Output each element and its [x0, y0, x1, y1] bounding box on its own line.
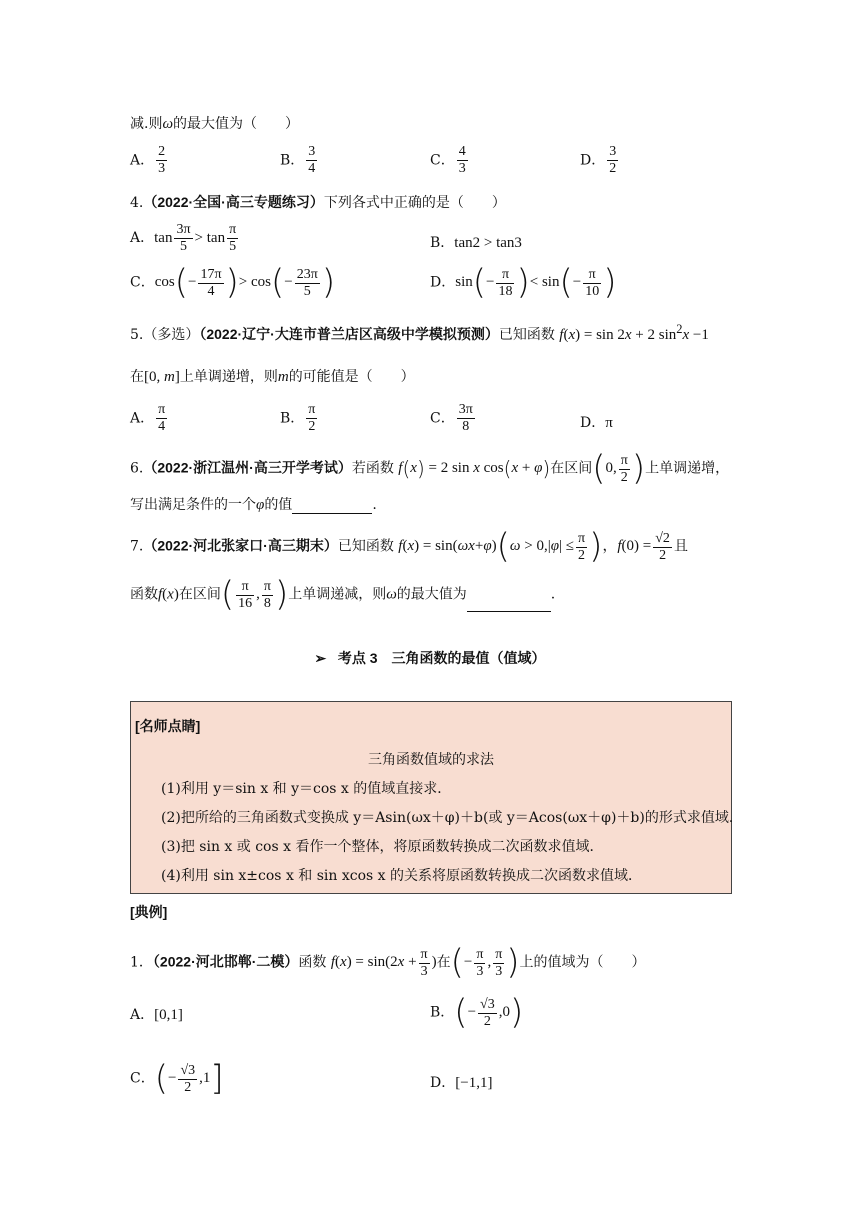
- fraction: [306, 144, 317, 177]
- answer-blank[interactable]: [292, 499, 372, 514]
- q4-option-b[interactable]: [430, 232, 522, 252]
- section-title: 考点 3 三角函数的最值（值域）: [337, 650, 546, 666]
- math-expression: (− $\frac{\pi}{3}$ , $\frac{\pi}{3}$ ): [450, 943, 520, 983]
- fraction: [156, 144, 167, 177]
- question-text: 上单调递增，: [645, 460, 730, 477]
- question-number: 6.: [130, 460, 144, 477]
- question-text: 在区间: [178, 586, 221, 603]
- math-expression: f(x) = 2 sin x cos(x + φ): [398, 457, 551, 481]
- option-label: A．: [130, 410, 155, 427]
- fraction: [156, 402, 167, 435]
- option-label: D．: [580, 415, 606, 431]
- question-source: （2022·浙江温州·高三开学考试）: [143, 459, 352, 476]
- option-label: C．: [130, 274, 155, 291]
- option-label: B．: [280, 152, 305, 169]
- tip-title: 三角函数值域的求法: [368, 752, 494, 768]
- question-tag: （多选）: [143, 327, 200, 343]
- q5-option-a[interactable]: [130, 402, 169, 435]
- question-number: 7.: [130, 538, 144, 555]
- q4-stem: [130, 192, 506, 212]
- fraction: [457, 144, 468, 177]
- q3-option-c[interactable]: [430, 144, 470, 177]
- math-expression: tan2 > tan3: [454, 235, 522, 251]
- math-expression: (− $\frac{√3}{2}$ ,0): [454, 993, 524, 1033]
- ex1-option-d[interactable]: [430, 1072, 492, 1092]
- q3-tail: [130, 113, 299, 133]
- math-expression: sin(− $\frac{\pi}{18}$ )< sin(− $\frac{\pi}{10}$ ): [455, 263, 617, 303]
- ex1-option-b[interactable]: [430, 993, 524, 1033]
- q3-tail-text: 减.则: [130, 116, 163, 132]
- option-label: C．: [430, 152, 455, 169]
- math-expression: (0, $\frac{\pi}{2}$ ): [592, 449, 646, 489]
- question-text: 的值: [264, 497, 293, 513]
- option-label: A．: [130, 229, 155, 246]
- math-expression: tan $\frac{3\pi}{5}$ > tan $\frac{\pi}{5}$: [154, 222, 237, 254]
- example-label: [典例]: [130, 904, 168, 920]
- ex1-option-a[interactable]: [130, 1004, 183, 1024]
- variable: m: [277, 369, 289, 385]
- question-source: （2022·全国·高三专题练习）: [143, 194, 324, 210]
- math-expression: π: [605, 415, 613, 431]
- math-expression: [0,1]: [154, 1007, 183, 1023]
- q3-tail-text2: 的最大值为（ ）: [173, 116, 300, 132]
- option-label: C．: [430, 410, 455, 427]
- q7-line2: [130, 575, 556, 615]
- q3-option-a[interactable]: [130, 144, 169, 177]
- question-source: （2022·辽宁·大连市普兰店区高级中学模拟预测）: [199, 326, 499, 342]
- math-expression: f(x): [158, 586, 179, 603]
- numerator: 3: [609, 144, 617, 159]
- q4-option-c[interactable]: [130, 263, 336, 303]
- numerator: 3π: [458, 402, 473, 417]
- question-number: 5.: [130, 327, 144, 343]
- option-label: A．: [130, 1007, 155, 1023]
- numerator: 3: [308, 144, 316, 159]
- question-text: 已知函数: [498, 327, 555, 343]
- denominator: 3: [458, 161, 466, 176]
- variable: ω: [386, 586, 397, 603]
- numerator: 4: [458, 144, 466, 159]
- option-label: C．: [130, 1070, 155, 1087]
- option-label: B．: [430, 235, 455, 251]
- section-heading: [0, 648, 860, 668]
- question-source: （2022·河北邯郸·二模）: [152, 953, 299, 970]
- question-number: 1．: [130, 954, 153, 971]
- q6-line2: [130, 494, 377, 514]
- q7-stem: [130, 527, 688, 567]
- math-expression: f(x) = sin(ωx+φ)(ω > 0,|φ| ≤ $\frac{\pi}{2}$ )，f(0) = $\frac{√2}{2}$: [398, 527, 670, 567]
- q5-option-d[interactable]: [580, 412, 613, 432]
- math-expression: f(x) = sin 2x + 2 $\sin^2x -1$: [559, 322, 709, 343]
- option-label: B．: [280, 410, 305, 427]
- option-label: D．: [430, 274, 456, 291]
- question-text: 已知函数: [337, 538, 394, 555]
- question-text: 在区间: [550, 460, 593, 477]
- question-text: 在: [130, 369, 144, 385]
- punctuation: .: [372, 497, 377, 513]
- q5-stem: [130, 322, 709, 344]
- q3-option-d[interactable]: [580, 144, 620, 177]
- fraction: [607, 144, 618, 177]
- bullet-icon: ➢: [314, 650, 327, 666]
- variable: φ: [256, 497, 265, 513]
- question-text: 若函数: [351, 460, 394, 477]
- question-text: 上的值域为（ ）: [519, 954, 646, 971]
- denominator: 2: [308, 419, 316, 434]
- option-label: D．: [580, 152, 606, 169]
- numerator: π: [308, 402, 316, 417]
- q5-stem-line2: [130, 366, 415, 386]
- numerator: π: [158, 402, 166, 417]
- question-text: 的可能值是（ ）: [288, 369, 415, 385]
- question-number: 4.: [130, 195, 144, 211]
- fraction: [306, 402, 317, 435]
- question-text: 且: [673, 538, 688, 555]
- option-label: A．: [130, 152, 155, 169]
- math-expression: f(x) = sin(2x + $\frac{\pi}{3}$ ): [330, 946, 437, 979]
- q4-option-a[interactable]: [130, 222, 240, 255]
- q3-option-b[interactable]: [280, 144, 319, 177]
- tip-item: (4)利用 sin x±cos x 和 sin xcos x 的关系将原函数转换成二次函数求值域．: [161, 868, 643, 884]
- question-text: 写出满足条件的一个: [130, 497, 256, 513]
- q4-option-d[interactable]: [430, 263, 617, 303]
- math-expression: (− $\frac{√3}{2}$ ,1]: [154, 1059, 224, 1099]
- question-source: （2022·河北张家口·高三期末）: [143, 537, 338, 554]
- tip-item: (3)把 sin x 或 cos x 看作一个整体，将原函数转换成二次函数求值域．: [161, 839, 604, 855]
- math-expression: ( $\frac{\pi}{16}$ , $\frac{\pi}{8}$ ): [220, 575, 289, 615]
- q3-var: ω: [162, 116, 174, 132]
- tip-label: [名师点睛]: [135, 718, 201, 734]
- answer-blank[interactable]: [467, 597, 551, 612]
- question-text: 的最大值为: [396, 586, 467, 603]
- math-expression: [−1,1]: [455, 1075, 493, 1091]
- ex1-stem: [130, 943, 646, 983]
- tip-item: (2)把所给的三角函数式变换成 y＝Asin(ωx＋φ)＋b(或 y＝Acos(ωx＋φ)＋b)的形式求值域．: [161, 810, 743, 826]
- question-text: 下列各式中正确的是（ ）: [323, 195, 506, 211]
- q6-stem: [130, 449, 730, 489]
- tip-box: [130, 701, 743, 894]
- numerator: 2: [158, 144, 166, 159]
- math-expression: cos(− $\frac{17\pi}{4}$ )> cos(− $\frac{23\pi}{5}$ ): [154, 263, 336, 303]
- tip-item: (1)利用 y＝sin x 和 y＝cos x 的值域直接求．: [161, 781, 452, 797]
- denominator: 4: [158, 419, 166, 434]
- question-text: 上单调递减，则: [288, 586, 387, 603]
- q5-option-c[interactable]: [430, 402, 477, 435]
- q5-option-b[interactable]: [280, 402, 319, 435]
- denominator: 3: [158, 161, 166, 176]
- option-label: D．: [430, 1075, 456, 1091]
- denominator: 8: [462, 419, 470, 434]
- ex1-option-c[interactable]: [130, 1059, 224, 1099]
- question-text: 在: [436, 954, 451, 971]
- question-text: 函数: [130, 586, 158, 603]
- denominator: 4: [308, 161, 316, 176]
- fraction: [457, 402, 475, 435]
- denominator: 2: [609, 161, 617, 176]
- punctuation: .: [550, 586, 556, 603]
- question-text: 上单调递增，则: [179, 369, 278, 385]
- math-expression: [0, m]: [144, 369, 180, 385]
- question-text: 函数: [298, 954, 327, 971]
- option-label: B．: [430, 1004, 455, 1021]
